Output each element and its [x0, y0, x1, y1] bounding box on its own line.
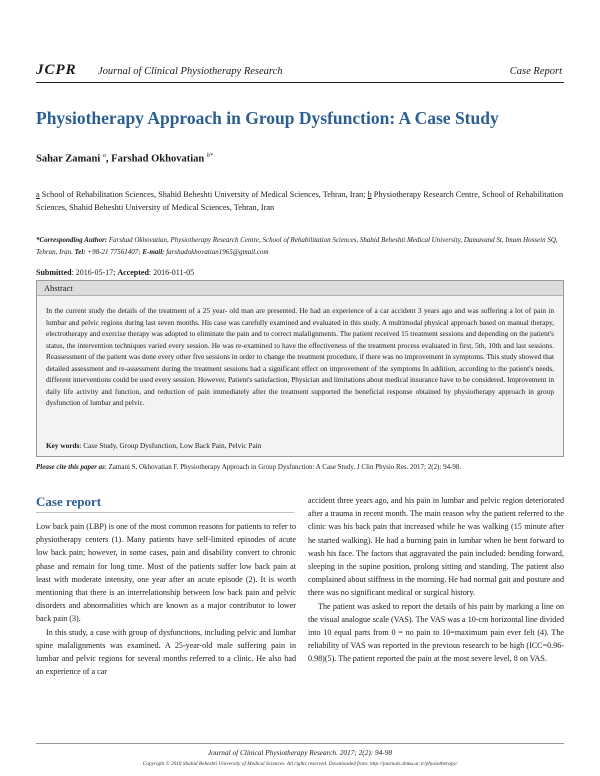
body-paragraph: The patient was asked to report the details of his pain by marking a line on the visual analogue scale (VAS). The VAS was a 10-cm horizontal line divided into 10 equal parts from 0 = no pain to 10=maximum pain ever felt (4). The reliability of VAS was reported in the previous research to be high (ICC=0.96-0.98)(5). The patient reported the pain at the most severe level, 8 on VAS. — [308, 601, 564, 664]
author-2: Farshad Okhovatian — [111, 153, 205, 165]
tel-value: +98-21 77561407; — [85, 248, 143, 256]
keywords-label: Key words — [46, 441, 80, 450]
accepted-date: : 2016-011-05 — [148, 268, 195, 277]
section-heading: Case report — [36, 494, 102, 509]
footer-journal: Journal of Clinical Physiotherapy Research. 2017; 2(2): 94-98 — [207, 748, 393, 757]
affiliation-b-marker: b — [367, 190, 372, 199]
footer-divider — [36, 743, 564, 744]
author-2-affiliation-mark: b* — [206, 153, 213, 159]
paper-title: Physiotherapy Approach in Group Dysfunction: A Case Study — [36, 108, 499, 128]
corresponding-label: *Corresponding Author: — [36, 236, 108, 244]
journal-name: Journal of Clinical Physiotherapy Research — [98, 66, 283, 77]
email-value: farshadokhovatian1965@gmail.com — [164, 248, 269, 256]
abstract-box — [36, 280, 564, 457]
citation-label: Please cite this paper as — [36, 463, 105, 471]
accepted-label: Accepted — [117, 268, 149, 277]
right-column — [308, 494, 564, 666]
author-list: Sahar Zamani $^a$, Farshad Okhovatian $^{b*}$ — [36, 153, 213, 165]
submitted-date: : 2016-05-17; — [71, 268, 118, 277]
author-1-affiliation-mark: a — [102, 153, 106, 159]
keywords-list: : Case Study, Group Dysfunction, Low Back Pain, Pelvic Pain — [79, 441, 262, 450]
submission-dates — [36, 268, 194, 277]
keywords — [46, 441, 261, 450]
left-column — [36, 520, 296, 678]
corresponding-author — [36, 234, 564, 258]
body-paragraph: In this study, a case with group of dysfunctions, including pelvic and lumbar spine malalignments was examined. A 25-year-old male suffering pain in lumbar and pelvic regions for several months referred to a clinic. He also had an experience of a car — [36, 627, 296, 677]
footer-copyright: Copyright © 2016 Shahid Beheshti University of Medical Sciences. All rights reserved. Downloaded from: http://journals.sbmu.ac.ir/physiotherapy/ — [142, 761, 458, 767]
article-type: Case Report — [509, 66, 562, 77]
author-1: Sahar Zamani — [36, 153, 101, 165]
section-divider — [36, 512, 294, 513]
email-label: E-mail: — [142, 248, 165, 256]
affiliation-a-marker: a — [36, 190, 40, 199]
affiliation-b: Physiotherapy Research Centre, School of Rehabilitation Sciences, Shahid Beheshti University of Medical Sciences, Tehran, Iran — [36, 190, 564, 212]
corresponding-text: Farshad Okhovatian, Physiotherapy Research Centre, School of Rehabilitation Sciences, Shahid Beheshti Medical University, Damavand St, Imam Hossein SQ, Tehran, Iran. — [36, 236, 558, 256]
header-divider — [36, 82, 564, 83]
affiliation-a: School of Rehabilitation Sciences, Shahid Beheshti University of Medical Sciences, Tehran, Iran; — [39, 190, 368, 199]
abstract-text: In the current study the details of the treatment of a 25 year- old man are presented. He had an experience of a car accident 3 years ago and was suffering a lot of pain in lumbar and pelvic regions during last seven months. His case was carefully examined and evaluated in this study. A multimodal physical approach based on manual therapy, electrotherapy and exercise therapy was adopted to eliminate the pain and to correct malalignments. The patient received 15 treatment sessions and depending on the patient's status, the intervention techniques varied every session. He was re-examined to have the effectiveness of the treatment process evaluated in first, 5th, 10th and last sessions. Reassessment of the patient was done every other five sessions in order to change the treatment procedure, if there was no improvement in symptoms. This study showed that detailed assessment and re-assessment during the treatment sessions had a significant effect on improvement of the symptoms In addition, according to the patient's needs, different interventions could be used every session. However, Patient's satisfaction, Physician and limitations about medical insurance have to be considered. Improvement in daily life activity and function, and reduction of pain immediately after the treatment supported the beneficial response obtained by physiotherapy approach in group dysfunction of lumbar and pelvic. — [46, 306, 554, 407]
body-paragraph: Low back pain (LBP) is one of the most common reasons for patients to refer to physiotherapy centers (1). Many patients have self-limited episodes of acute low back pain; however, in some cases, pain and disability convert to chronic phase and remain for long time. Most of the patients suffer low back pain at least with moderate intensity, one year after an acute episode (2). It is worth mentioning that there is an interrelationship between low back pain and pelvic disorders and abnormalities which are known as a major contributor to lower back pain (3). — [36, 522, 296, 624]
affiliations — [36, 188, 564, 214]
citation-text: : Zamani S, Okhovatian F. Physiotherapy Approach in Group Dysfunction: A Case Study. J Clin Physio Res. 2017; 2(2): 94-98. — [104, 463, 462, 471]
citation — [36, 463, 461, 471]
journal-logo: JCPR — [36, 62, 77, 78]
abstract-heading: Abstract — [37, 281, 563, 296]
submitted-label: Submitted — [36, 268, 72, 277]
body-paragraph: accident three years ago, and his pain in lumbar and pelvic region deteriorated after a trauma in recent month. The main reason why the patient referred to the clinic was his back pain that increased while he was walking (15 minute after he started walking). He had a burning pain in lumbar when he bent forward to wash his face. The factors that aggravated the pain included: bending forward, sleeping in the supine position, prolong sitting and standing. The patient also complained about stiffness in the morning. He had normal gait and posture and there was no significant medical or surgical history. — [308, 496, 564, 598]
tel-label: Tel: — [74, 248, 86, 256]
